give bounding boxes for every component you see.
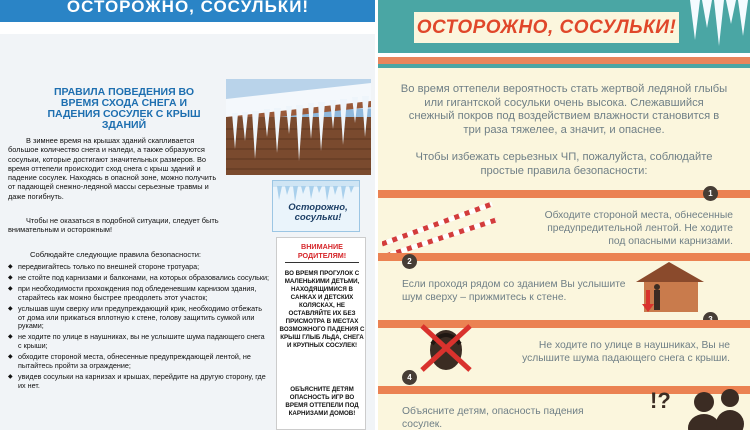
- list-item: ◆ не стойте под карнизами и балконами, на которых образовались сосульки;: [8, 274, 270, 283]
- list-item: ◆ при необходимости прохождения под обледеневшим карнизом здания, старайтесь как можно быстрее преодолеть этот участок;: [8, 285, 270, 303]
- list-item: ◆ передвигайтесь только по внешней стороне тротуара;: [8, 263, 270, 272]
- rule-number-badge: 1: [703, 186, 718, 201]
- safety-heading: Соблюдайте следующие правила безопасности:: [30, 250, 202, 259]
- safety-rules-list: [8, 263, 270, 393]
- rule-band: [378, 190, 750, 198]
- warning-tape-icon: [382, 198, 502, 258]
- left-outro: Чтобы не оказаться в подобной ситуации, следует быть внимательным и осторожным!: [8, 216, 219, 235]
- rule-1-text: Обходите стороной места, обнесенные предупредительной лентой. Не ходите под опасными карнизами.: [544, 210, 733, 247]
- list-item: ◆ обходите стороной места, обнесенные предупреждающей лентой, не пытайтесь пройти за ограждение;: [8, 353, 270, 371]
- stripe: [378, 57, 750, 64]
- right-title: ОСТОРОЖНО, СОСУЛЬКИ!: [416, 17, 677, 38]
- list-item: ◆ увидев сосульки на карнизах и крышах, перейдите на другую сторону, где их нет.: [8, 373, 270, 391]
- left-banner: [0, 0, 376, 22]
- badge-text: Осторожно, сосульки!: [288, 202, 348, 223]
- rule-4-text: Объясните детям, опасность падения сосулек.: [402, 406, 584, 430]
- icicles-header-icon: [690, 0, 750, 53]
- rule-number-badge: 2: [402, 254, 417, 269]
- attention-title: ВНИМАНИЕ РОДИТЕЛЯМ!: [297, 242, 347, 260]
- people-question-icon: [678, 388, 748, 430]
- left-rules-title: ПРАВИЛА ПОВЕДЕНИЯ ВО ВРЕМЯ СХОДА СНЕГА И ПАДЕНИЯ СОСУЛЕК С КРЫШ ЗДАНИЙ: [47, 86, 201, 131]
- icicle-roof-photo: [226, 79, 371, 175]
- attention-body-2: ОБЪЯСНИТЕ ДЕТЯМ ОПАСНОСТЬ ИГР ВО ВРЕМЯ ОТТЕПЕЛИ ПОД КАРНИЗАМИ ДОМОВ!: [285, 386, 359, 417]
- left-banner-stripe: [0, 22, 376, 34]
- parents-attention-box: [276, 237, 366, 430]
- rule-3-text: Не ходите по улице в наушниках, Вы не услышите шума падающего снега с крыши.: [522, 340, 730, 364]
- stripe: [378, 64, 750, 68]
- right-poster: [378, 0, 750, 430]
- left-banner-title: ОСТОРОЖНО, СОСУЛЬКИ!: [66, 0, 310, 16]
- attention-divider: [285, 262, 359, 263]
- attention-body: ВО ВРЕМЯ ПРОГУЛОК С МАЛЕНЬКИМИ ДЕТЬМИ, НАХОДЯЩИМИСЯ В САНКАХ И ДЕТСКИХ КОЛЯСКАХ, НЕ ОСТАВЛЯЙТЕ ИХ БЕЗ ПРИСМОТРА В МЕСТАХ ВОЗМОЖНОГО ПАДЕНИЯ С КРЫШ ГЛЫБ ЛЬДА, СНЕГА И КРУПНЫХ СОСУЛЕК!: [279, 270, 365, 349]
- left-intro: [8, 136, 223, 201]
- right-intro-2: Чтобы избежать серьезных ЧП, пожалуйста, соблюдайте простые правила безопасности:: [415, 151, 713, 177]
- house-arrow-icon: [628, 260, 710, 315]
- rule-number-badge: 4: [402, 370, 417, 385]
- icicles-badge-icon: [273, 181, 360, 203]
- list-item: ◆ услышав шум сверху или предупреждающий крик, необходимо отбежать от дома или прижаться вплотную к стене, голову защитить сумкой или руками;: [8, 305, 270, 332]
- left-intro-text: В зимнее время на крышах зданий скапливается большое количество снега и наледи, а также образуются сосульки, которые достигают значительных размеров. Во время оттепели происходит сход снега с крыш зданий и падение сосулек. Находясь в опасной зоне, можно получить от падающей снежно-ледяной массы серьезные травмы и даже погибнуть.: [8, 136, 217, 201]
- list-item: ◆ не ходите по улице в наушниках, вы не услышите шума падающего снега с крыши;: [8, 333, 270, 351]
- icicles-badge: [272, 180, 360, 232]
- question-mark-text: !?: [650, 388, 671, 413]
- crossed-headphones-icon: [418, 322, 474, 374]
- rule-2-text: Если проходя рядом со зданием Вы услышите шум сверху – прижмитесь к стене.: [402, 279, 626, 303]
- right-title-box: [414, 12, 679, 43]
- right-intro: Во время оттепели вероятность стать жертвой ледяной глыбы или гигантской сосульки очень высока. Слежавшийся снежный покров под воздействием влажности становится в три раза тяжелее, а значит, и опаснее.: [400, 83, 728, 136]
- right-header: [378, 0, 750, 53]
